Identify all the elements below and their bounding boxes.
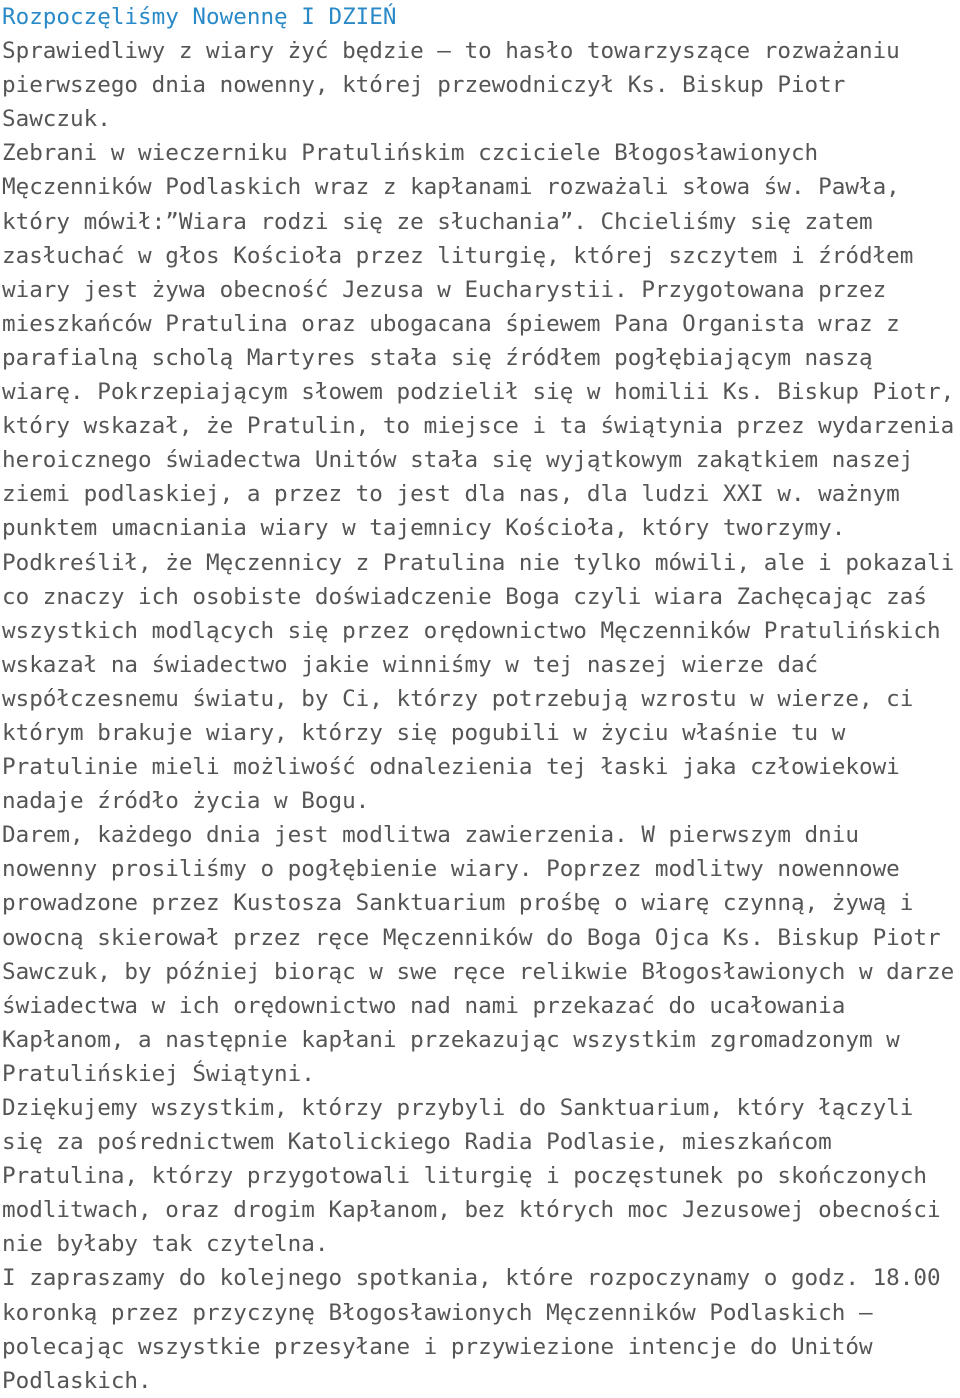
paragraph-intro: Sprawiedliwy z wiary żyć będzie – to hasło towarzyszące rozważaniu pierwszego dnia nowenny, której przewodniczył Ks. Biskup Piotr Sawczuk. (2, 38, 900, 133)
paragraph-prayer: Darem, każdego dnia jest modlitwa zawierzenia. W pierwszym dniu nowenny prosiliśmy o pogłębienie wiary. Poprzez modlitwy nowennowe prowadzone przez Kustosza Sanktuarium prośbę o wiarę czynną, żywą i owocną skierował przez ręce Męczenników do Boga Ojca Ks. Biskup Piotr Sawczuk, by później biorąc w swe ręce relikwie Błogosławionych w darze świadectwa w ich orędownictwo nad nami przekazać do ucałowania Kapłanom, a następnie kapłani przekazując wszystkim zgromadzonym w Pratulińskiej Świątyni. (2, 822, 955, 1087)
article-title: Rozpoczęliśmy Nowennę I DZIEŃ (2, 4, 397, 30)
paragraph-invitation: I zapraszamy do kolejnego spotkania, które rozpoczynamy o godz. 18.00 koronką przez przyczynę Błogosławionych Męczenników Podlaskich – polecając wszystkie przesyłane i przywiezione intencje do Unitów Podlaskich. (2, 1265, 941, 1394)
paragraph-homily: Zebrani w wieczerniku Pratulińskim czciciele Błogosławionych Męczenników Podlaskich wraz z kapłanami rozważali słowa św. Pawła, który mówił:”Wiara rodzi się ze słuchania”. Chcieliśmy się zatem zasłuchać w głos Kościoła przez liturgię, której szczytem i źródłem wiary jest żywa obecność Jezusa w Eucharystii. Przygotowana przez mieszkańców Pratulina oraz ubogacana śpiewem Pana Organista wraz z parafialną scholą Martyres stała się źródłem pogłębiającym naszą wiarę. Pokrzepiającym słowem podzielił się w homilii Ks. Biskup Piotr, który wskazał, że Pratulin, to miejsce i ta świątynia przez wydarzenia heroicznego świadectwa Unitów stała się wyjątkowym zakątkiem naszej ziemi podlaskiej, a przez to jest dla nas, dla ludzi XXI w. ważnym punktem umacniania wiary w tajemnicy Kościoła, który tworzymy. Podkreślił, że Męczennicy z Pratulina nie tylko mówili, ale i pokazali co znaczy ich osobiste doświadczenie Boga czyli wiara Zachęcając zaś wszystkich modlących się przez orędownictwo Męczenników Pratulińskich wskazał na świadectwo jakie winniśmy w tej naszej wierze dać współczesnemu światu, by Ci, którzy potrzebują wzrostu w wierze, ci którym brakuje wiary, którzy się pogubili w życiu właśnie tu w Pratulinie mieli możliwość odnalezienia tej łaski jaka człowiekowi nadaje źródło życia w Bogu. (2, 140, 955, 815)
paragraph-thanks: Dziękujemy wszystkim, którzy przybyli do Sanktuarium, który łączyli się za pośrednictwem Katolickiego Radia Podlasie, mieszkańcom Pratulina, którzy przygotowali liturgię i poczęstunek po skończonych modlitwach, oraz drogim Kapłanom, bez których moc Jezusowej obecności nie byłaby tak czytelna. (2, 1095, 941, 1258)
